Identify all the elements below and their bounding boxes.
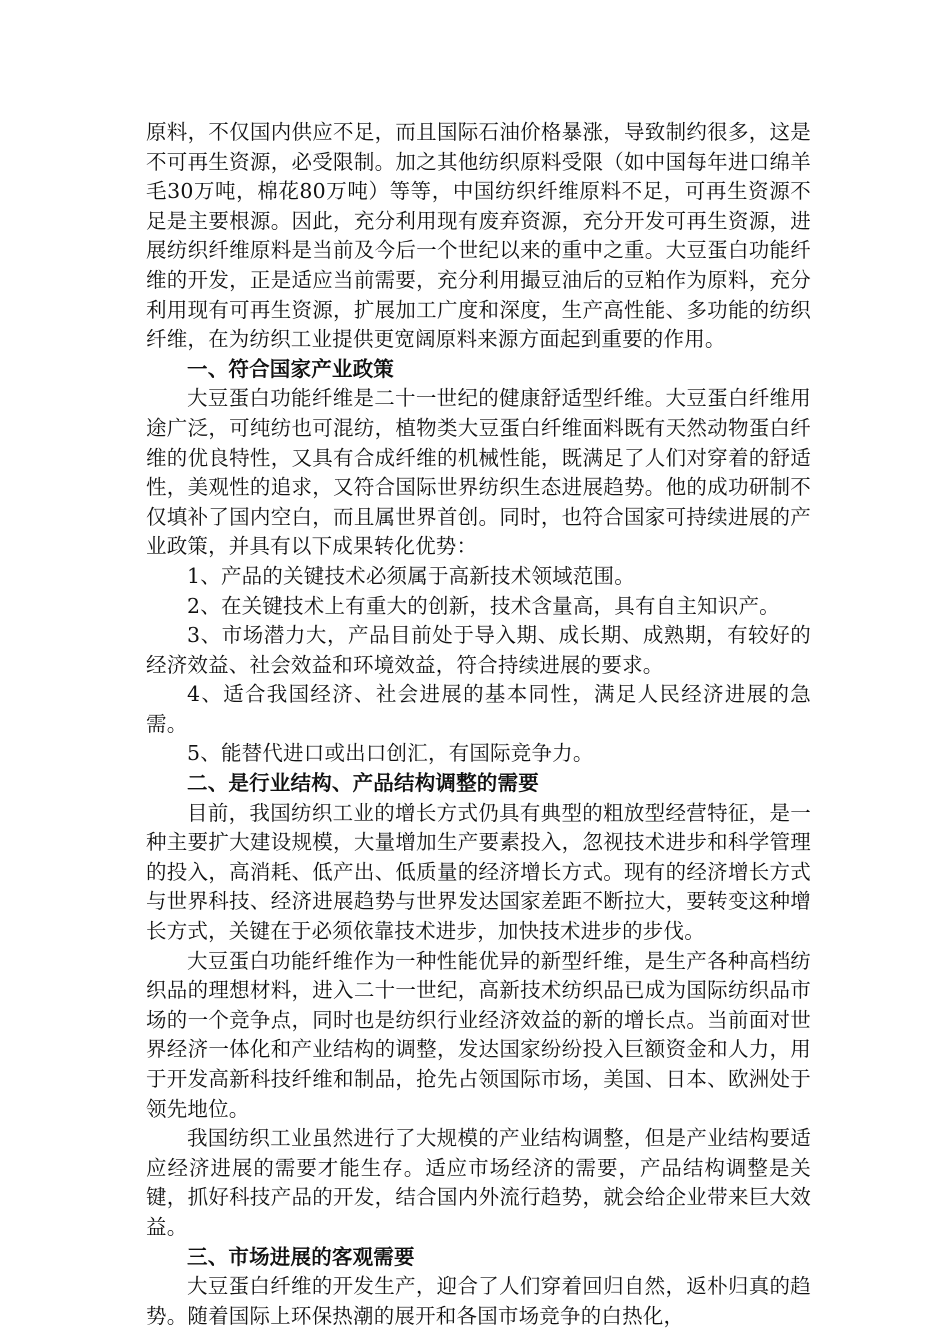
heading-national-policy: 一、符合国家产业政策: [187, 356, 394, 381]
paragraph-growth-mode: 目前，我国纺织工业的增长方式仍具有典型的粗放型经营特征，是一种主要扩大建设规模，大量增加生产要素投入，忽视技术进步和科学管理的投入，高消耗、低产出、低质量的经济增长方式。现有的经济增长方式与世界科技、经济进展趋势与世界发达国家差距不断拉大，要转变这种增长方式，关键在于必须依靠技术进步，加快技术进步的步伐。: [146, 800, 811, 944]
document-body: [146, 118, 811, 1331]
heading-structure-adjustment: 二、是行业结构、产品结构调整的需要: [187, 771, 539, 796]
heading-market-demand: 三、市场进展的客观需要: [187, 1244, 415, 1269]
paragraph-soy-protein-fiber: 大豆蛋白功能纤维是二十一世纪的健康舒适型纤维。大豆蛋白纤维用途广泛，可纯纺也可混纺，植物类大豆蛋白纤维面料既有天然动物蛋白纤维的优良特性，又具有合成纤维的机械性能，既满足了人们对穿着的舒适性，美观性的追求，又符合国际世界纺织生态进展趋势。他的成功研制不仅填补了国内空白，而且属世界首创。同时，也符合国家可持续进展的产业政策，并具有以下成果转化优势：: [146, 386, 811, 559]
paragraph-market-trend: 大豆蛋白纤维的开发生产，迎合了人们穿着回归自然，返朴归真的趋势。随着国际上环保热潮的展开和各国市场竞争的白热化，: [146, 1274, 811, 1328]
paragraph-raw-material: 原料，不仅国内供应不足，而且国际石油价格暴涨，导致制约很多，这是不可再生资源，必受限制。加之其他纺织原料受限（如中国每年进口绵羊毛30万吨，棉花80万吨）等等，中国纺织纤维原料不足，可再生资源不足是主要根源。因此，充分利用现有废弃资源，充分开发可再生资源，进展纺织纤维原料是当前及今后一个世纪以来的重中之重。大豆蛋白功能纤维的开发，正是适应当前需要，充分利用撮豆油后的豆粕作为原料，充分利用现有可再生资源，扩展加工广度和深度，生产高性能、多功能的纺织纤维，在为纺织工业提供更宽阔原料来源方面起到重要的作用。: [146, 120, 811, 352]
list-item-5: 5、能替代进口或出口创汇，有国际竞争力。: [187, 741, 594, 766]
list-item-3: 3、市场潜力大，产品目前处于导入期、成长期、成熟期，有较好的经济效益、社会效益和环境效益，符合持续进展的要求。: [146, 623, 811, 677]
paragraph-industry-restructuring: 我国纺织工业虽然进行了大规模的产业结构调整，但是产业结构要适应经济进展的需要才能生存。适应市场经济的需要，产品结构调整是关键，抓好科技产品的开发，结合国内外流行趋势，就会给企业带来巨大效益。: [146, 1126, 811, 1239]
list-item-2: 2、在关键技术上有重大的创新，技术含量高，具有自主知识产。: [187, 593, 780, 618]
list-item-4: 4、适合我国经济、社会进展的基本同性，满足人民经济进展的急需。: [146, 682, 811, 736]
list-item-1: 1、产品的关键技术必须属于高新技术领域范围。: [187, 563, 635, 588]
paragraph-new-fiber: 大豆蛋白功能纤维作为一种性能优异的新型纤维，是生产各种高档纺织品的理想材料，进入二十一世纪，高新技术纺织品已成为国际纺织品市场的一个竞争点，同时也是纺织行业经济效益的新的增长点。当前面对世界经济一体化和产业结构的调整，发达国家纷纷投入巨额资金和人力，用于开发高新科技纤维和制品，抢先占领国际市场，美国、日本、欧洲处于领先地位。: [146, 948, 811, 1121]
